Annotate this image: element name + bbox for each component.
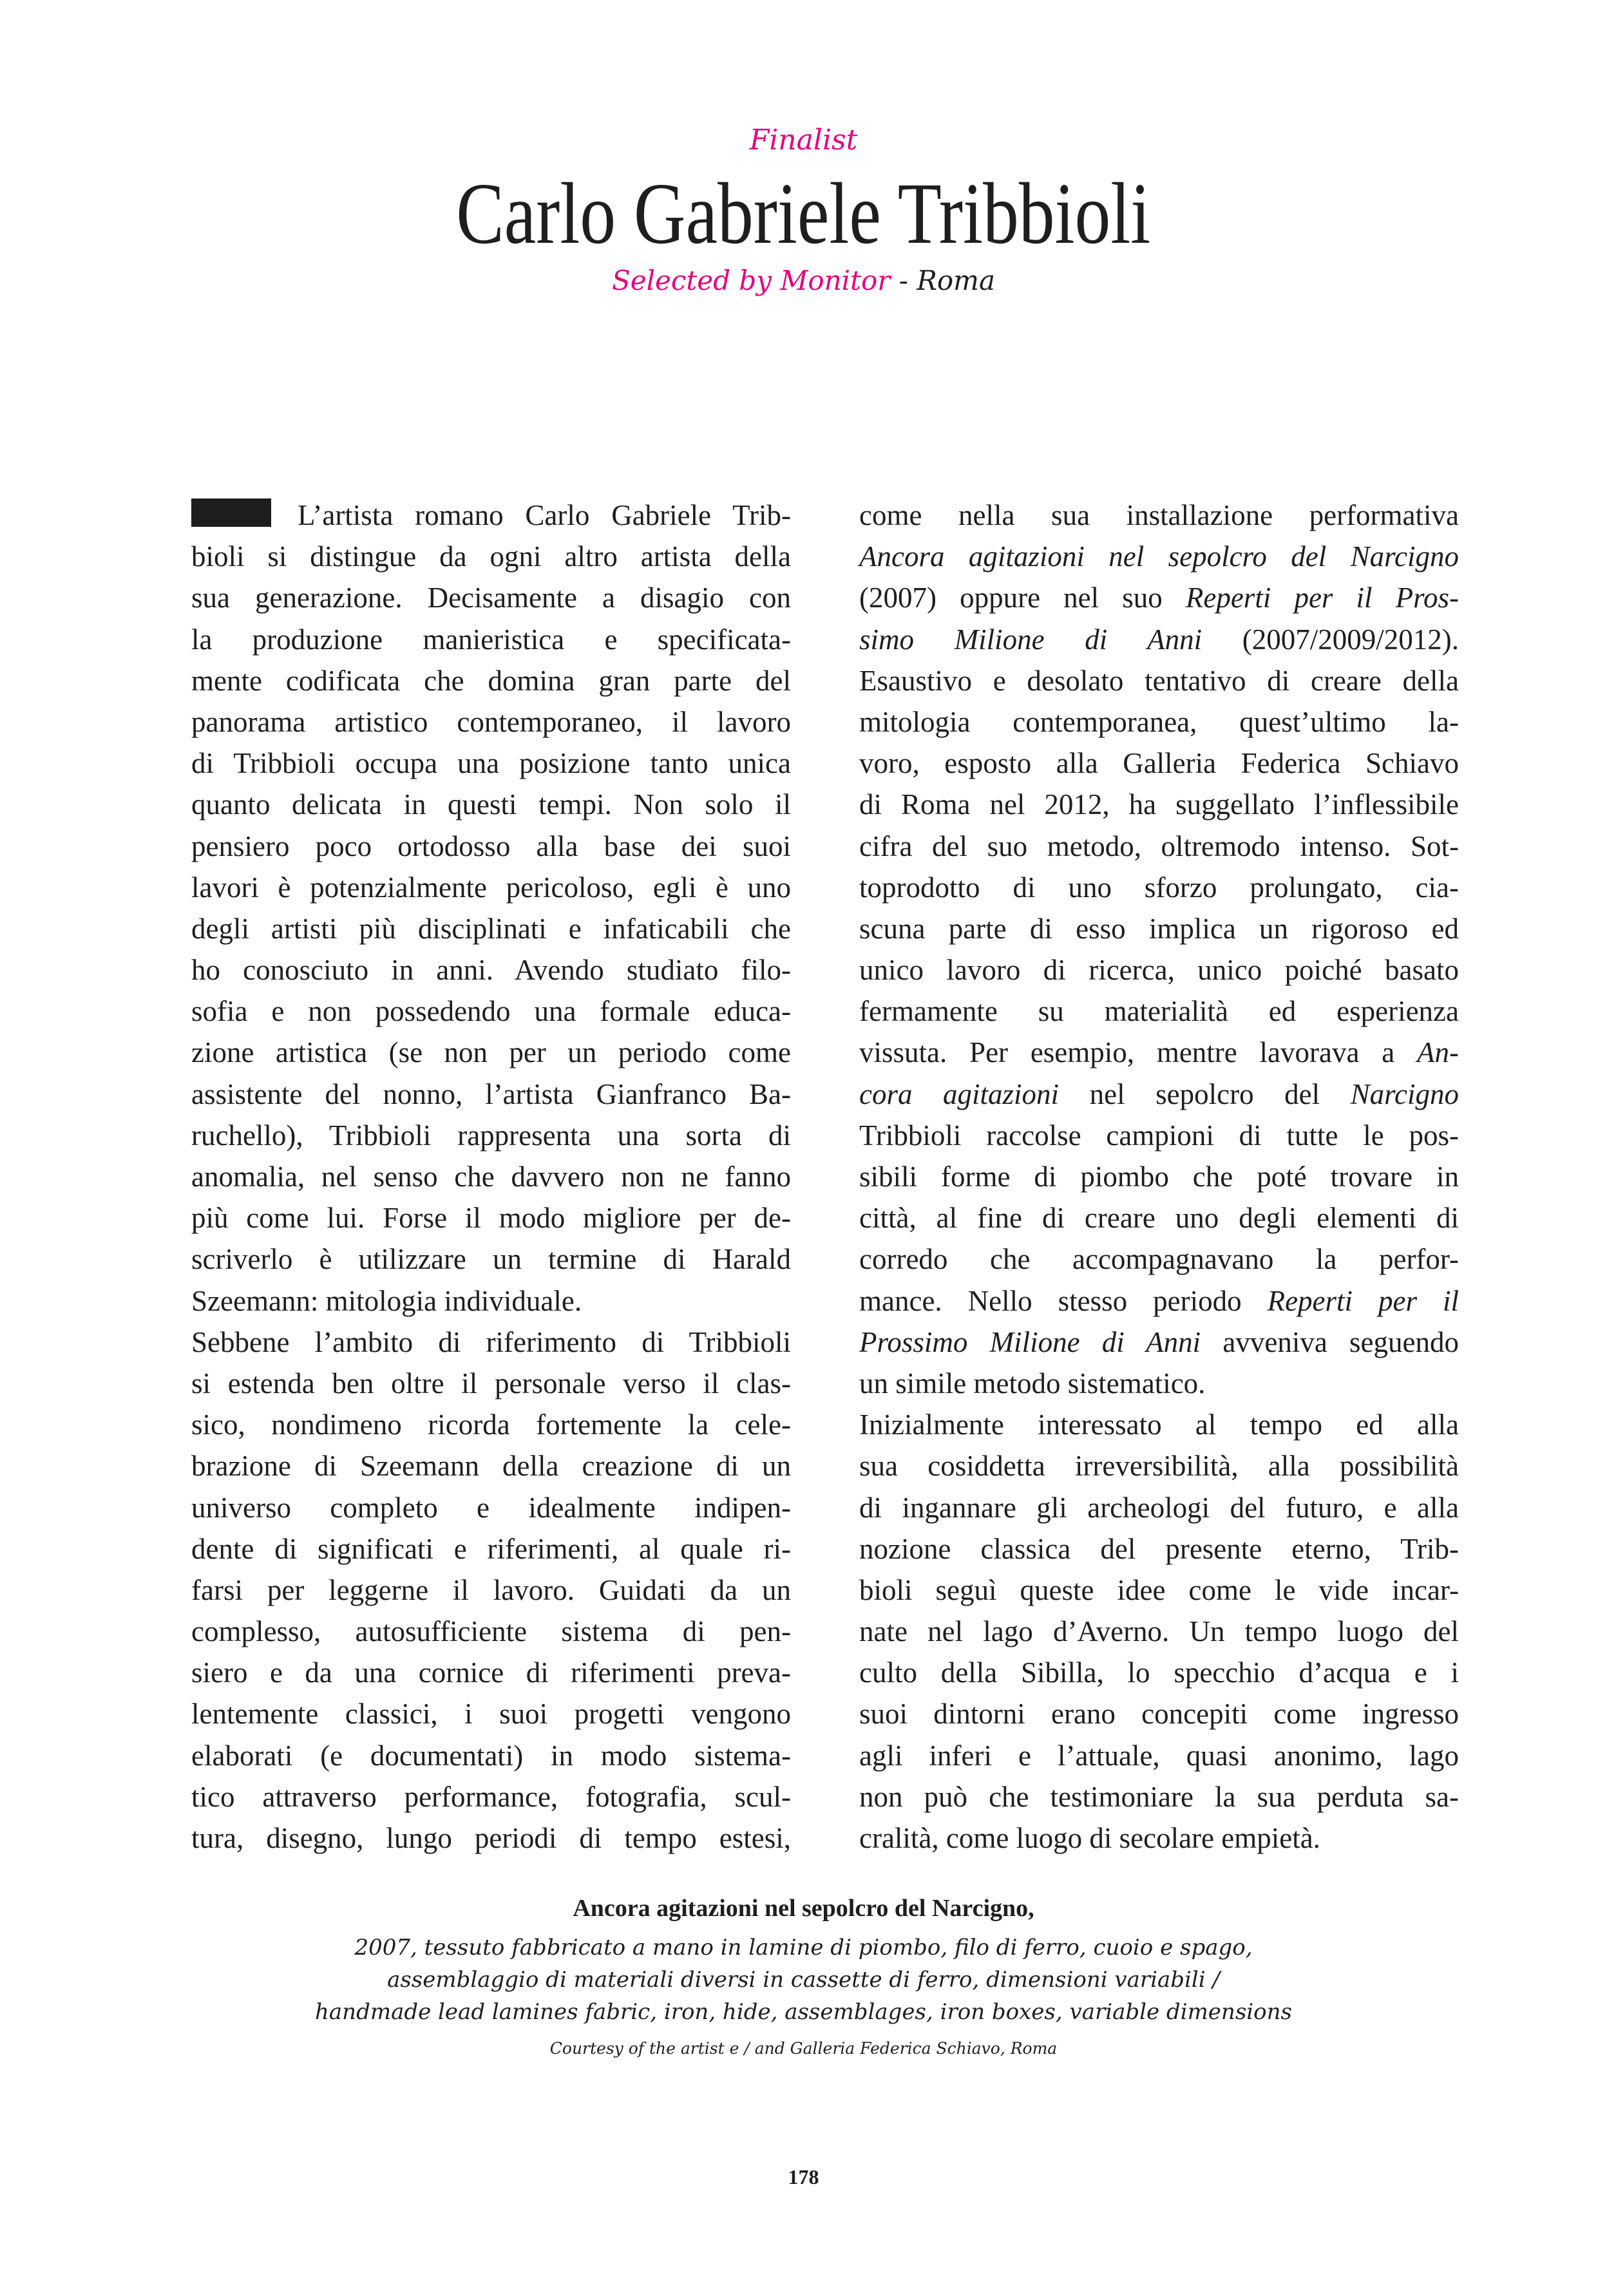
text-line xyxy=(859,908,1459,949)
text-line xyxy=(859,495,1459,536)
text-line xyxy=(859,1817,1459,1859)
text-segment: lentemente classici, i suoi progetti vengono xyxy=(191,1698,791,1731)
text-segment: lavori è potenzialmente pericoloso, egli è uno xyxy=(191,871,791,904)
text-segment: Esaustivo e desolato tentativo di creare della xyxy=(859,664,1459,697)
text-segment: nozione classica del presente eterno, Trib- xyxy=(859,1532,1459,1565)
text-line xyxy=(191,1032,791,1073)
text-line xyxy=(191,1404,791,1445)
text-segment: sua generazione. Decisamente a disagio con xyxy=(191,582,791,614)
caption-line: handmade lead lamines fabric, iron, hide, assemblages, iron boxes, variable dimensions xyxy=(315,1999,1292,2025)
text-segment: cralità, come luogo di secolare empietà. xyxy=(859,1822,1320,1854)
text-line xyxy=(191,1322,791,1363)
text-segment: ho conosciuto in anni. Avendo studiato filo- xyxy=(191,954,791,987)
text-segment: di Roma nel 2012, ha suggellato l’inflessibile xyxy=(859,788,1459,821)
text-segment: universo completo e idealmente indipen- xyxy=(191,1491,791,1524)
text-line xyxy=(859,1776,1459,1817)
text-segment: (2007/2009/2012). xyxy=(1202,623,1459,656)
text-line xyxy=(859,701,1459,743)
text-line xyxy=(191,660,791,701)
italic-title: Reperti per il Pros- xyxy=(1185,582,1459,614)
text-line xyxy=(191,1280,791,1322)
text-segment: dente di significati e riferimenti, al quale ri- xyxy=(191,1532,791,1565)
text-line xyxy=(191,1238,791,1280)
text-segment: si estenda ben oltre il personale verso il clas- xyxy=(191,1367,791,1399)
text-segment: fermamente su materialità ed esperienza xyxy=(859,995,1459,1028)
text-segment: città, al fine di creare uno degli elementi di xyxy=(859,1202,1459,1235)
selected-by: Selected by Monitor xyxy=(611,265,891,296)
text-line xyxy=(859,826,1459,867)
text-segment: Tribbioli raccolse campioni di tutte le pos- xyxy=(859,1119,1459,1152)
text-line xyxy=(859,743,1459,784)
text-segment: di ingannare gli archeologi del futuro, e alla xyxy=(859,1491,1459,1524)
text-segment: nate nel lago d’Averno. Un tempo luogo del xyxy=(859,1615,1459,1648)
text-line xyxy=(859,1445,1459,1486)
text-line xyxy=(191,619,791,660)
text-line xyxy=(191,908,791,949)
black-block-marker xyxy=(191,498,271,527)
text-segment: non può che testimoniare la sua perduta sa- xyxy=(859,1780,1459,1813)
text-segment: brazione di Szeemann della creazione di un xyxy=(191,1450,791,1483)
italic-title: cora agitazioni xyxy=(859,1077,1060,1110)
text-segment: quanto delicata in questi tempi. Non solo il xyxy=(191,788,791,821)
text-segment: cifra del suo metodo, oltremodo intenso. Sot- xyxy=(859,830,1459,862)
caption-line: 2007, tessuto fabbricato a mano in lamine di piombo, filo di ferro, cuoio e spago, xyxy=(354,1935,1253,1960)
separator: - xyxy=(890,265,917,296)
text-segment: (2007) oppure nel suo xyxy=(859,582,1186,614)
text-line xyxy=(859,1197,1459,1238)
text-segment: scuna parte di esso implica un rigoroso ed xyxy=(859,912,1459,945)
text-segment: Sebbene l’ambito di riferimento di Tribbioli xyxy=(191,1325,791,1358)
text-line xyxy=(191,1570,791,1611)
text-line xyxy=(859,1156,1459,1197)
text-segment: L’artista romano Carlo Gabriele Trib- xyxy=(298,499,791,531)
text-segment: farsi per leggerne il lavoro. Guidati da un xyxy=(191,1573,791,1606)
text-segment: pensiero poco ortodosso alla base dei suoi xyxy=(191,830,791,862)
text-segment: nel sepolcro del xyxy=(1059,1077,1351,1110)
body-column-left xyxy=(191,495,791,1859)
italic-title: simo Milione di Anni xyxy=(859,623,1203,656)
italic-title: Ancora agitazioni nel sepolcro del Narcigno xyxy=(859,540,1459,573)
text-segment: un simile metodo sistematico. xyxy=(859,1367,1206,1399)
text-line xyxy=(859,1363,1459,1404)
text-line xyxy=(859,949,1459,991)
artist-name: Carlo Gabriele Tribbioli xyxy=(456,166,1151,262)
text-line xyxy=(191,784,791,825)
text-segment: culto della Sibilla, lo specchio d’acqua e i xyxy=(859,1656,1459,1689)
text-line xyxy=(859,784,1459,825)
text-segment: scriverlo è utilizzare un termine di Harald xyxy=(191,1243,791,1276)
text-line xyxy=(191,1611,791,1652)
text-segment: anomalia, nel senso che davvero non ne fanno xyxy=(191,1161,791,1193)
text-line xyxy=(859,619,1459,660)
text-segment: assistente del nonno, l’artista Gianfranco Ba- xyxy=(191,1077,791,1110)
italic-title: An- xyxy=(1417,1036,1459,1069)
text-segment: mitologia contemporanea, quest’ultimo la- xyxy=(859,705,1459,738)
text-line xyxy=(191,1115,791,1156)
text-line xyxy=(859,1280,1459,1322)
text-line xyxy=(859,1115,1459,1156)
text-line xyxy=(859,1735,1459,1776)
text-segment: di Tribbioli occupa una posizione tanto unica xyxy=(191,747,791,780)
page-title xyxy=(0,166,1607,262)
text-segment: la produzione manieristica e specificata- xyxy=(191,623,791,656)
text-segment: tura, disegno, lungo periodi di tempo estesi, xyxy=(191,1822,791,1854)
text-line xyxy=(191,867,791,908)
text-segment: Inizialmente interessato al tempo ed alla xyxy=(859,1409,1459,1441)
text-line xyxy=(191,1074,791,1115)
italic-title: Prossimo Milione di Anni xyxy=(859,1325,1201,1358)
text-line xyxy=(191,1197,791,1238)
text-segment: corredo che accompagnavano la perfor- xyxy=(859,1243,1459,1276)
text-line xyxy=(191,1487,791,1528)
text-segment: bioli si distingue da ogni altro artista della xyxy=(191,540,791,573)
text-line xyxy=(191,1776,791,1817)
text-line xyxy=(859,1032,1459,1073)
text-line xyxy=(859,1693,1459,1734)
finalist-label: Finalist xyxy=(749,124,858,157)
text-segment: vissuta. Per esempio, mentre lavorava a xyxy=(859,1036,1418,1069)
text-line xyxy=(859,660,1459,701)
text-segment: complesso, autosufficiente sistema di pen- xyxy=(191,1615,791,1648)
text-segment: mance. Nello stesso periodo xyxy=(859,1284,1268,1317)
text-line xyxy=(859,991,1459,1032)
text-line xyxy=(191,826,791,867)
text-segment: toprodotto di uno sforzo prolungato, cia- xyxy=(859,871,1459,904)
text-line xyxy=(859,1487,1459,1528)
text-segment: sofia e non possedendo una formale educa- xyxy=(191,995,791,1028)
text-segment: suoi dintorni erano concepiti come ingresso xyxy=(859,1698,1459,1731)
text-line xyxy=(191,536,791,577)
text-segment: sua cosiddetta irreversibilità, alla possibilità xyxy=(859,1450,1459,1483)
city: Roma xyxy=(917,265,996,296)
text-line xyxy=(859,1570,1459,1611)
text-segment: mente codificata che domina gran parte del xyxy=(191,664,791,697)
text-line xyxy=(191,1817,791,1859)
text-segment: voro, esposto alla Galleria Federica Schiavo xyxy=(859,747,1459,780)
text-line xyxy=(191,577,791,618)
selection-line xyxy=(0,264,1607,298)
text-line xyxy=(859,1652,1459,1693)
text-segment: bioli seguì queste idee come le vide incar- xyxy=(859,1573,1459,1606)
text-segment: degli artisti più disciplinati e infaticabili che xyxy=(191,912,791,945)
text-segment: unico lavoro di ricerca, unico poiché basato xyxy=(859,954,1459,987)
caption-line: assemblaggio di materiali diversi in cassette di ferro, dimensioni variabili / xyxy=(387,1967,1220,1993)
text-line xyxy=(191,1445,791,1486)
text-line xyxy=(859,1528,1459,1570)
text-line xyxy=(191,949,791,991)
text-line xyxy=(191,743,791,784)
text-segment: avveniva seguendo xyxy=(1201,1325,1459,1358)
text-segment: sico, nondimeno ricorda fortemente la cele- xyxy=(191,1409,791,1441)
page-number: 178 xyxy=(788,2165,819,2188)
italic-title: Narcigno xyxy=(1350,1077,1459,1110)
text-segment: panorama artistico contemporaneo, il lavoro xyxy=(191,705,791,738)
text-line xyxy=(191,1652,791,1693)
text-line xyxy=(859,1611,1459,1652)
text-segment: zione artistica (se non per un periodo come xyxy=(191,1036,791,1069)
text-segment: agli inferi e l’attuale, quasi anonimo, lago xyxy=(859,1739,1459,1772)
text-line xyxy=(191,495,791,536)
text-line xyxy=(859,1404,1459,1445)
text-line xyxy=(191,701,791,743)
text-segment: come nella sua installazione performativa xyxy=(859,499,1459,531)
caption-courtesy: Courtesy of the artist e / and Galleria Federica Schiavo, Roma xyxy=(549,2039,1058,2058)
text-line xyxy=(191,1693,791,1734)
text-line xyxy=(859,1074,1459,1115)
text-line xyxy=(859,536,1459,577)
text-segment: più come lui. Forse il modo migliore per de- xyxy=(191,1202,791,1235)
text-line xyxy=(191,1156,791,1197)
text-line xyxy=(191,1528,791,1570)
body-column-right xyxy=(859,495,1459,1859)
text-segment: elaborati (e documentati) in modo sistema- xyxy=(191,1739,791,1772)
text-line xyxy=(859,577,1459,618)
text-line xyxy=(859,867,1459,908)
text-line xyxy=(191,991,791,1032)
text-segment: sibili forme di piombo che poté trovare in xyxy=(859,1161,1459,1193)
text-line xyxy=(191,1363,791,1404)
text-line xyxy=(191,1735,791,1776)
text-line xyxy=(859,1238,1459,1280)
text-segment: Szeemann: mitologia individuale. xyxy=(191,1284,582,1317)
text-segment: tico attraverso performance, fotografia, scul- xyxy=(191,1780,791,1813)
italic-title: Reperti per il xyxy=(1267,1284,1459,1317)
text-segment: ruchello), Tribbioli rappresenta una sorta di xyxy=(191,1119,791,1152)
text-segment: siero e da una cornice di riferimenti preva- xyxy=(191,1656,791,1689)
text-line xyxy=(859,1322,1459,1363)
caption-title: Ancora agitazioni nel sepolcro del Narcigno, xyxy=(573,1895,1034,1922)
